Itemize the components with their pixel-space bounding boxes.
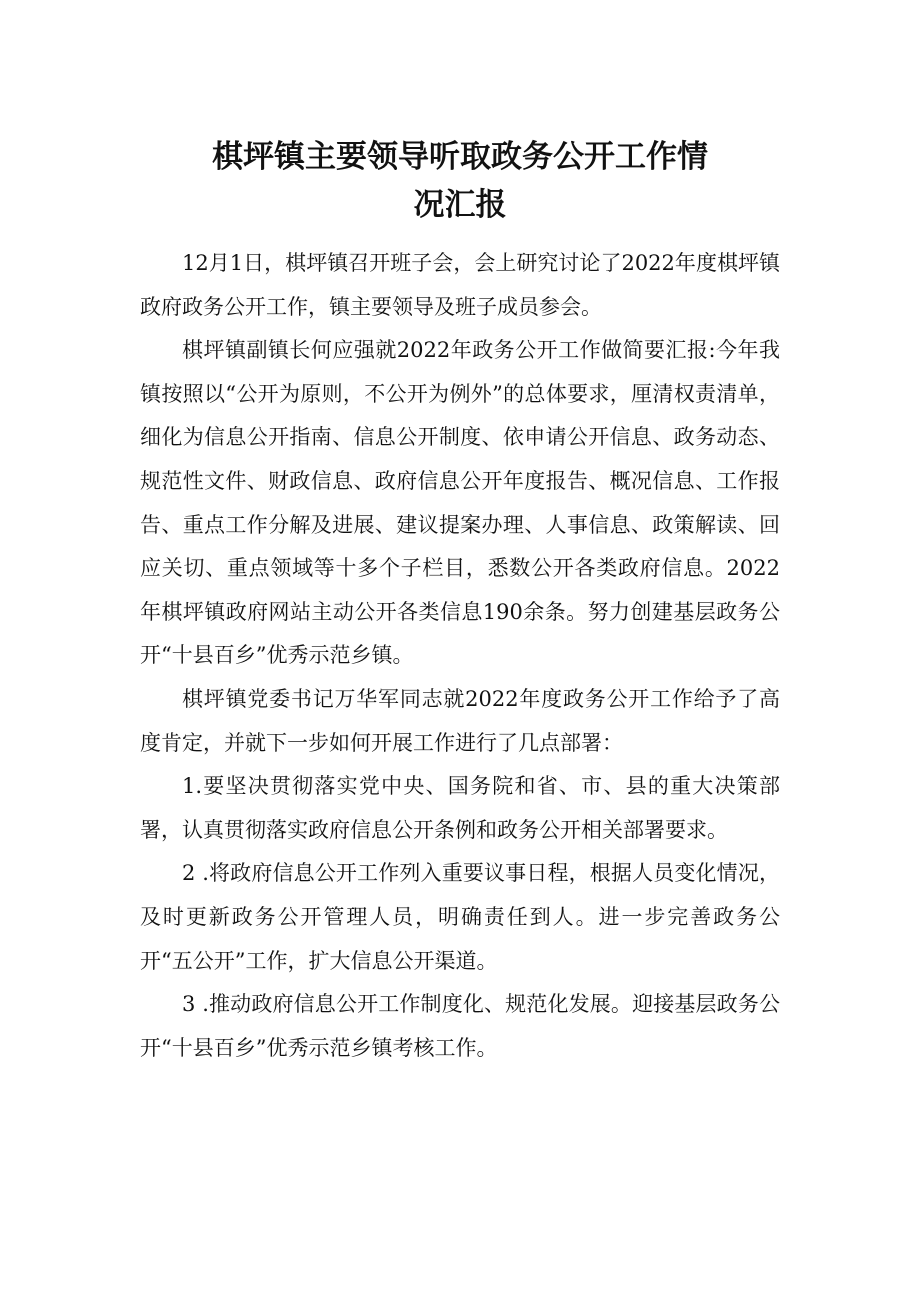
paragraph-item-2: 2 .将政府信息公开工作列入重要议事日程，根据人员变化情况，及时更新政务公开管理人员，明确责任到人。进一步完善政务公开“五公开”工作，扩大信息公开渠道。 [140, 861, 780, 973]
paragraph-meeting-intro: 12月1日，棋坪镇召开班子会，会上研究讨论了2022年度棋坪镇政府政务公开工作，镇主要领导及班子成员参会。 [140, 251, 780, 319]
document-title-line-1: 棋坪镇主要领导听取政务公开工作情 [212, 138, 708, 175]
paragraph-deputy-report: 棋坪镇副镇长何应强就2022年政务公开工作做简要汇报:今年我镇按照以“公开为原则，不公开为例外”的总体要求，厘清权责清单，细化为信息公开指南、信息公开制度、依申请公开信息、政务动态、规范性文件、财政信息、政府信息公开年度报告、概况信息、工作报告、重点工作分解及进展、建议提案办理、人事信息、政策解读、回应关切、重点领域等十多个子栏目，悉数公开各类政府信息。2022年棋坪镇政府网站主动公开各类信息190余条。努力创建基层政务公开“十县百乡”优秀示范乡镇。 [140, 338, 780, 668]
document-body [140, 242, 780, 1070]
paragraph-secretary-remarks: 棋坪镇党委书记万华军同志就2022年度政务公开工作给予了高度肯定，并就下一步如何开展工作进行了几点部署： [140, 686, 780, 755]
document-title [140, 133, 780, 229]
paragraph-item-1: 1.要坚决贯彻落实党中央、国务院和省、市、县的重大决策部署，认真贯彻落实政府信息公开条例和政务公开相关部署要求。 [140, 774, 780, 842]
paragraph-item-3: 3 .推动政府信息公开工作制度化、规范化发展。迎接基层政务公开“十县百乡”优秀示范乡镇考核工作。 [140, 992, 780, 1060]
document-title-line-2: 况汇报 [413, 186, 507, 223]
